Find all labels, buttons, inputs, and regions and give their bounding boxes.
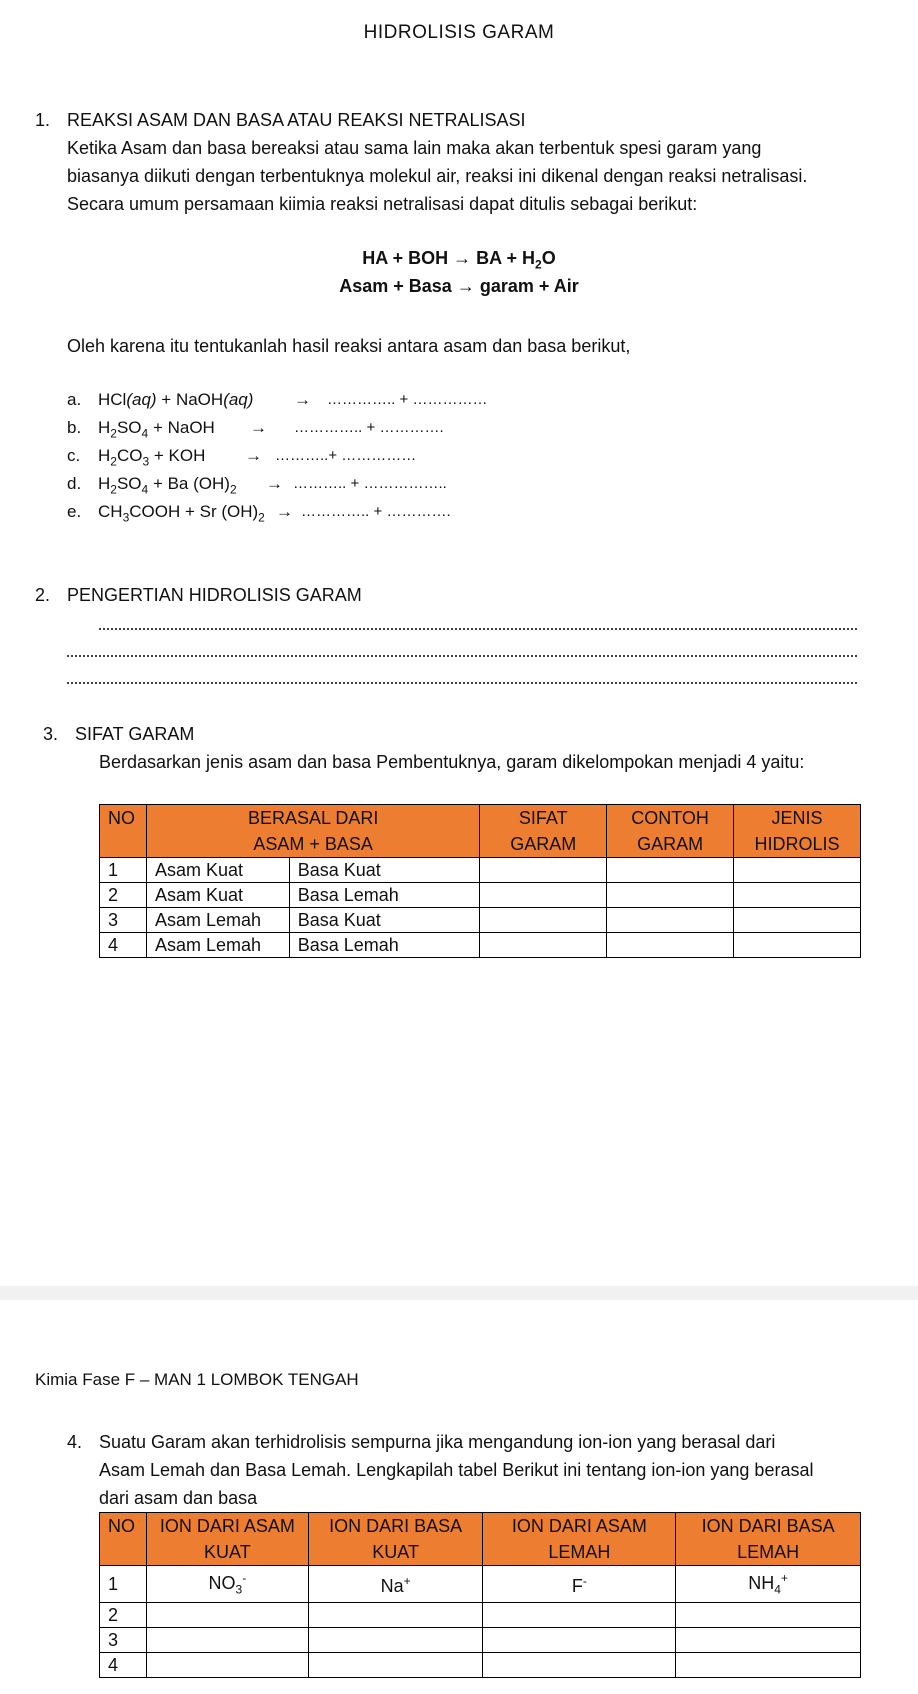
blank: …………. xyxy=(386,503,451,520)
reaction-d-label: d. xyxy=(67,474,82,493)
header-asam-lemah xyxy=(483,1513,676,1566)
reaction-e-blanks xyxy=(301,498,451,526)
reactant: + NaOH xyxy=(148,418,215,437)
header-text: ION DARI ASAM xyxy=(159,1516,295,1536)
cell-asam: Asam Kuat xyxy=(146,883,289,908)
subscript: 3 xyxy=(235,1582,243,1597)
reactant: SO xyxy=(116,418,142,437)
cell-basa: Basa Lemah xyxy=(289,933,480,958)
ion: Na xyxy=(380,1576,404,1597)
arrow-icon: → xyxy=(453,248,472,268)
cell-asam: Asam Kuat xyxy=(146,858,289,883)
cell-asam: Asam Lemah xyxy=(146,933,289,958)
header-text: KUAT xyxy=(204,1542,251,1562)
reaction-a-blanks xyxy=(327,386,487,414)
cell-no: 2 xyxy=(100,883,147,908)
cell-ion-asam-lemah xyxy=(483,1566,676,1603)
section-2-heading: PENGERTIAN HIDROLISIS GARAM xyxy=(67,585,362,605)
blank: ……….. xyxy=(275,447,329,464)
header-text: ION DARI BASA xyxy=(329,1516,463,1536)
ion-table xyxy=(99,1512,861,1678)
section-1-heading: REAKSI ASAM DAN BASA ATAU REAKSI NETRALISASI xyxy=(67,110,526,130)
section-1-line-1: Ketika Asam dan basa bereaksi atau sama lain maka akan terbentuk spesi garam yang xyxy=(67,138,762,158)
arrow-icon: → xyxy=(266,474,283,493)
section-1-number: 1. xyxy=(35,110,51,130)
subscript: 3 xyxy=(122,510,130,525)
section-4-line-3: dari asam dan basa xyxy=(99,1488,258,1508)
table-row xyxy=(100,933,861,958)
cell-empty[interactable] xyxy=(146,1652,308,1677)
header-text: HIDROLIS xyxy=(754,834,840,854)
plus: + xyxy=(366,419,376,436)
word-equation-left: Asam + Basa xyxy=(339,276,452,296)
cell-empty[interactable] xyxy=(146,1627,308,1652)
blank: …………. xyxy=(379,419,444,436)
superscript: + xyxy=(780,1571,788,1585)
table-row xyxy=(100,908,861,933)
word-equation xyxy=(0,276,918,297)
subscript: 2 xyxy=(258,510,265,525)
equation-subscript: 2 xyxy=(535,257,542,272)
cell-sifat[interactable] xyxy=(480,883,607,908)
blank: …………… xyxy=(341,447,417,464)
header-sifat xyxy=(480,805,607,858)
header-text: LEMAH xyxy=(737,1542,800,1562)
section-4-number: 4. xyxy=(67,1432,83,1452)
header-text: ION DARI ASAM xyxy=(511,1516,647,1536)
subscript: 2 xyxy=(229,482,237,497)
section-3-heading: SIFAT GARAM xyxy=(75,724,195,744)
cell-sifat[interactable] xyxy=(480,933,607,958)
table-row xyxy=(100,883,861,908)
reactant: H xyxy=(98,446,111,465)
equation-reactants: HA + BOH xyxy=(362,248,449,268)
cell-empty[interactable] xyxy=(483,1627,676,1652)
reactant: + KOH xyxy=(149,446,206,465)
cell-jenis[interactable] xyxy=(734,933,861,958)
cell-jenis[interactable] xyxy=(734,883,861,908)
page-header: Kimia Fase F – MAN 1 LOMBOK TENGAH xyxy=(35,1370,359,1389)
reactant: + NaOH xyxy=(156,390,224,409)
cell-empty[interactable] xyxy=(146,1602,308,1627)
cell-empty[interactable] xyxy=(676,1652,861,1677)
cell-jenis[interactable] xyxy=(734,858,861,883)
reaction-d-blanks xyxy=(293,470,447,498)
subscript: 2 xyxy=(110,454,117,469)
cell-contoh[interactable] xyxy=(607,883,734,908)
cell-sifat[interactable] xyxy=(480,858,607,883)
state: (aq) xyxy=(223,390,254,409)
section-3-intro: Berdasarkan jenis asam dan basa Pembentuknya, garam dikelompokan menjadi 4 yaitu: xyxy=(99,752,805,772)
cell-no: 3 xyxy=(100,908,147,933)
cell-no: 4 xyxy=(100,933,147,958)
subscript: 3 xyxy=(142,454,150,469)
reaction-b-label: b. xyxy=(67,418,82,437)
header-no: NO xyxy=(100,805,147,858)
header-text: BERASAL DARI xyxy=(247,808,379,828)
table-row xyxy=(100,1602,861,1627)
ion: NO xyxy=(208,1573,236,1593)
plus: + xyxy=(373,503,383,520)
cell-basa: Basa Kuat xyxy=(289,858,480,883)
equation-products-b: O xyxy=(541,248,556,268)
cell-no: 2 xyxy=(100,1602,147,1627)
table-row xyxy=(100,858,861,883)
table-row xyxy=(100,1627,861,1652)
reaction-a xyxy=(98,386,253,414)
cell-empty[interactable] xyxy=(676,1627,861,1652)
cell-no: 4 xyxy=(100,1652,147,1677)
state: (aq) xyxy=(126,390,157,409)
cell-contoh[interactable] xyxy=(607,858,734,883)
cell-no: 1 xyxy=(100,1566,147,1603)
arrow-icon: → xyxy=(245,446,262,465)
plus: + xyxy=(350,475,360,492)
subscript: 4 xyxy=(141,426,149,441)
header-text: KUAT xyxy=(372,1542,419,1562)
table-row xyxy=(100,1566,861,1603)
header-berasal xyxy=(146,805,479,858)
reaction-c-label: c. xyxy=(67,446,81,465)
reactant: H xyxy=(98,418,111,437)
header-text: GARAM xyxy=(637,834,704,854)
section-4-line-1: Suatu Garam akan terhidrolisis sempurna jika mengandung ion-ion yang berasal dari xyxy=(99,1432,776,1452)
section-4-line-2: Asam Lemah dan Basa Lemah. Lengkapilah tabel Berikut ini tentang ion-ion yang berasal xyxy=(99,1460,814,1480)
blank: …………….. xyxy=(363,475,447,492)
header-text: JENIS xyxy=(771,808,823,828)
blank: ………….. xyxy=(327,391,396,408)
general-equation xyxy=(0,248,918,272)
table-header xyxy=(100,1513,861,1566)
cell-basa: Basa Kuat xyxy=(289,908,480,933)
reactant: SO xyxy=(116,474,142,493)
cell-ion-asam-kuat xyxy=(146,1566,308,1603)
header-asam-kuat xyxy=(146,1513,308,1566)
header-text: CONTOH xyxy=(631,808,709,828)
ion: F xyxy=(571,1576,583,1597)
header-jenis xyxy=(734,805,861,858)
arrow-icon: → xyxy=(276,502,293,521)
equation-products-a: BA + H xyxy=(476,248,535,268)
cell-empty[interactable] xyxy=(308,1652,483,1677)
subscript: 2 xyxy=(110,426,117,441)
cell-no: 1 xyxy=(100,858,147,883)
salt-properties-table xyxy=(99,804,861,958)
instruction-text: Oleh karena itu tentukanlah hasil reaksi antara asam dan basa berikut, xyxy=(67,336,631,356)
section-3-number: 3. xyxy=(43,724,59,744)
reactant: COOH + Sr (OH) xyxy=(129,502,259,521)
cell-empty[interactable] xyxy=(676,1602,861,1627)
header-text: ION DARI BASA xyxy=(701,1516,835,1536)
plus: + xyxy=(399,391,409,408)
reactant: CO xyxy=(116,446,143,465)
cell-no: 3 xyxy=(100,1627,147,1652)
cell-empty[interactable] xyxy=(308,1602,483,1627)
cell-ion-basa-kuat xyxy=(308,1566,483,1603)
arrow-icon: → xyxy=(456,276,475,296)
reaction-c-blanks xyxy=(275,442,416,470)
cell-empty[interactable] xyxy=(308,1627,483,1652)
cell-contoh[interactable] xyxy=(607,933,734,958)
header-text: SIFAT xyxy=(518,808,568,828)
header-text: GARAM xyxy=(510,834,577,854)
arrow-icon: → xyxy=(250,418,267,437)
cell-asam: Asam Lemah xyxy=(146,908,289,933)
blank: ………….. xyxy=(294,419,363,436)
reactant: HCl xyxy=(98,390,127,409)
cell-ion-basa-lemah xyxy=(676,1566,861,1603)
reaction-e-label: e. xyxy=(67,502,82,521)
table-row xyxy=(100,1652,861,1677)
reaction-b-blanks xyxy=(294,414,444,442)
table-header xyxy=(100,805,861,858)
reactant: H xyxy=(98,474,111,493)
superscript: + xyxy=(403,1574,411,1589)
section-1-line-3: Secara umum persamaan kiimia reaksi netralisasi dapat ditulis sebagai berikut: xyxy=(67,194,698,214)
ion: NH xyxy=(748,1573,775,1593)
cell-jenis[interactable] xyxy=(734,908,861,933)
header-basa-lemah xyxy=(676,1513,861,1566)
answer-line-1 xyxy=(99,628,857,630)
header-text: ASAM + BASA xyxy=(253,834,373,854)
reaction-e xyxy=(98,498,265,531)
subscript: 4 xyxy=(774,1582,781,1597)
cell-empty[interactable] xyxy=(483,1652,676,1677)
section-1-line-2: biasanya diikuti dengan terbentuknya molekul air, reaksi ini dikenal dengan reaksi netralisasi. xyxy=(67,166,808,186)
cell-basa: Basa Lemah xyxy=(289,883,480,908)
blank: ………….. xyxy=(301,503,370,520)
subscript: 2 xyxy=(110,482,117,497)
reactant: + Ba (OH) xyxy=(148,474,230,493)
answer-line-3 xyxy=(67,682,857,684)
superscript: - xyxy=(582,1574,587,1589)
header-text: LEMAH xyxy=(548,1542,611,1562)
header-no: NO xyxy=(100,1513,147,1566)
cell-empty[interactable] xyxy=(483,1602,676,1627)
blank: ……….. xyxy=(293,475,351,492)
arrow-icon: → xyxy=(294,390,311,409)
section-2-number: 2. xyxy=(35,585,51,605)
reactant: CH xyxy=(98,502,123,521)
plus: + xyxy=(328,447,338,464)
cell-sifat[interactable] xyxy=(480,908,607,933)
cell-contoh[interactable] xyxy=(607,908,734,933)
page-title: HIDROLISIS GARAM xyxy=(363,22,555,43)
subscript: 4 xyxy=(141,482,149,497)
page-break xyxy=(0,1286,918,1300)
superscript: - xyxy=(242,1571,247,1585)
answer-line-2 xyxy=(67,655,857,657)
reaction-a-label: a. xyxy=(67,390,82,409)
header-basa-kuat xyxy=(308,1513,483,1566)
word-equation-right: garam + Air xyxy=(479,276,579,296)
header-contoh xyxy=(607,805,734,858)
blank: …………… xyxy=(412,391,488,408)
